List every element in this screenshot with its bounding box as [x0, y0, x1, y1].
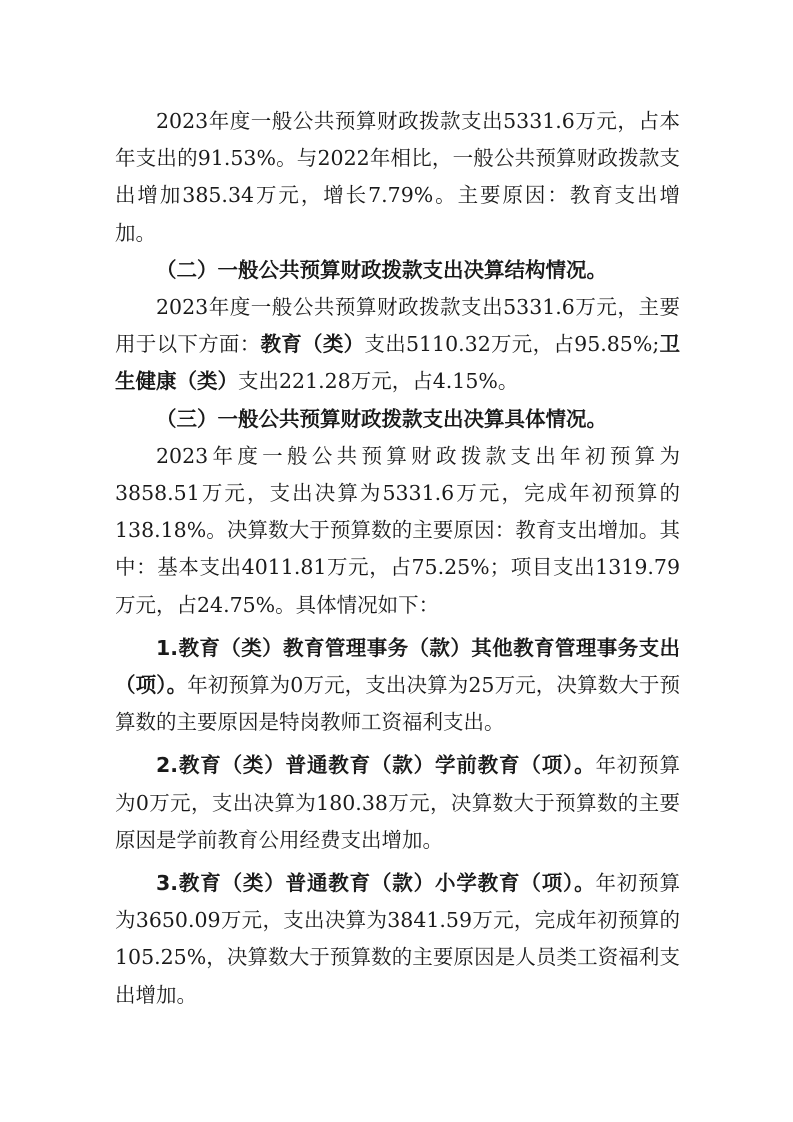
item-text: 年初预算为3650.09万元，支出决算为3841.59万元，完成年初预算的105.25%，决算数大于预算数的主要原因是人员类工资福利支出增加。 [115, 871, 680, 1007]
section-heading-structure [115, 252, 680, 289]
category-education-text: 支出5110.32万元，占95.85%; [364, 332, 660, 357]
section-heading-details [115, 401, 680, 438]
heading-text: （三）一般公共预算财政拨款支出决算具体情况。 [156, 406, 607, 431]
document-page [115, 103, 680, 1014]
item-title: 2.教育（类）普通教育（款）学前教育（项）。 [156, 753, 596, 778]
heading-text: （二）一般公共预算财政拨款支出决算结构情况。 [156, 257, 607, 282]
paragraph-expenditure-summary: 2023年度一般公共预算财政拨款支出5331.6万元，占本年支出的91.53%。与2022年相比，一般公共预算财政拨款支出增加385.34万元，增长7.79%。主要原因：教育支出增加。 [115, 109, 680, 245]
structure-lead: 2023年度一般公共预算财政拨款支出5331.6万元，主要用于以下方面： [115, 295, 680, 357]
item-title: 3.教育（类）普通教育（款）小学教育（项）。 [156, 871, 596, 896]
category-education: 教育（类） [260, 332, 365, 357]
list-item-3 [115, 865, 680, 1014]
category-health-text: 支出221.28万元，占4.15%。 [238, 369, 519, 394]
item-text: 年初预算为0万元，支出决算为25万元，决算数大于预算数的主要原因是特岗教师工资福利支出。 [115, 673, 680, 735]
paragraph-expenditure-details: 2023年度一般公共预算财政拨款支出年初预算为3858.51万元，支出决算为5331.6万元，完成年初预算的138.18%。决算数大于预算数的主要原因：教育支出增加。其中：基本支出4011.81万元，占75.25%；项目支出1319.79万元，占24.75%。具体情况如下： [115, 443, 680, 617]
list-item-2 [115, 747, 680, 859]
list-item-1 [115, 630, 680, 742]
item-text: 年初预算为0万元，支出决算为180.38万元，决算数大于预算数的主要原因是学前教育公用经费支出增加。 [115, 753, 680, 852]
paragraph-expenditure-structure [115, 289, 680, 401]
category-health: 卫生健康（类） [115, 332, 681, 394]
item-title: 1.教育（类）教育管理事务（款）其他教育管理事务支出（项）。 [115, 635, 680, 698]
